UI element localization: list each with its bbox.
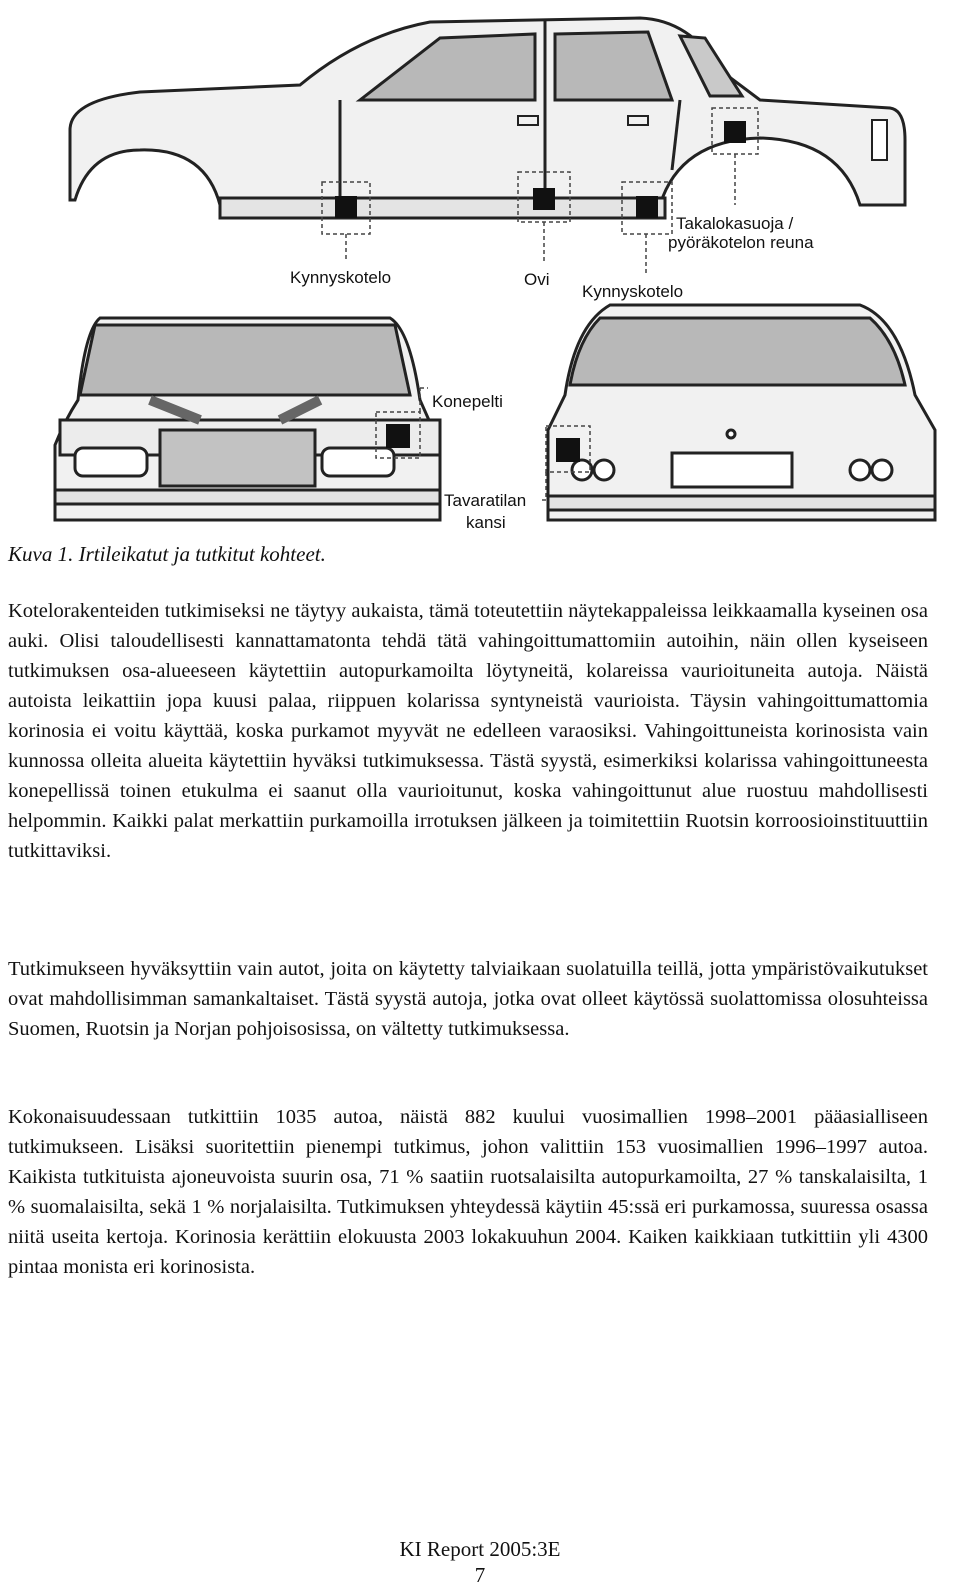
car-rear-view [548, 305, 935, 520]
label-kynnyskotelo-right: Kynnyskotelo [582, 282, 684, 301]
figure-caption: Kuva 1. Irtileikatut ja tutkitut kohteet. [8, 542, 326, 566]
label-kynnyskotelo-left: Kynnyskotelo [290, 268, 392, 287]
label-tavaratila-1: Tavaratilan [444, 491, 527, 510]
label-takalokasuoja-1: Takalokasuoja / [676, 214, 794, 233]
car-side-view [70, 18, 905, 218]
car-diagram-figure [0, 0, 960, 550]
label-takalokasuoja-2: pyöräkotelon reuna [668, 233, 814, 252]
label-konepelti: Konepelti [432, 392, 503, 411]
page-number: 7 [474, 1563, 486, 1587]
page-footer [0, 1536, 960, 1588]
marker-tavaratila [556, 438, 580, 462]
marker-konepelti [386, 424, 410, 448]
body-paragraph-1: Kotelorakenteiden tutkimiseksi ne täytyy aukaista, tämä toteutettiin näytekappaleissa leikkaamalla kyseinen osa auki. Olisi taloudellisesti kannattamatonta tehdä tätä vahingoittumattomiin autoihin, näin ollen kyseiseen tutkimuksen osa-alueeseen käytettiin autopurkamoilta löytyneitä, kolareissa vaurioituneita autoja. Näistä autoista leikattiin jopa kuusi palaa, riippuen kolarissa syntyneistä vaurioista. Täysin vahingoittumattomia korinosia ei voitu käyttää, koska purkamot myyvät ne edelleen varaosiksi. Vahingoittuneista korinosista vain kunnossa olleita alueita käytettiin hyväksi tutkimuksessa. Tästä syystä, esimerkiksi kolarissa vahingoittuneesta konepellissä toinen etukulma ei saanut olla vaurioitunut, koska vahingoittunut alue ruostuu mahdollisesti helpommin. Kaikki palat merkattiin purkamoilla irrotuksen jälkeen ja toimitettiin Ruotsin korroosioinstituuttiin tutkittaviksi. [8, 600, 928, 862]
label-ovi: Ovi [524, 270, 550, 289]
car-front-view [55, 318, 440, 520]
body-paragraph-2: Tutkimukseen hyväksyttiin vain autot, joita on käytetty talviaikaan suolatuilla teillä, jotta ympäristövaikutukset ovat mahdollisimman samankaltaiset. Tästä syystä autoja, jotka ovat olleet käytössä suolattomissa olosuhteissa Suomen, Ruotsin ja Norjan pohjoisosissa, on vältetty tutkimuksessa. [8, 958, 928, 1040]
label-tavaratila-2: kansi [466, 513, 506, 532]
body-paragraph-3: Kokonaisuudessaan tutkittiin 1035 autoa, näistä 882 kuului vuosimallien 1998–2001 pääasialliseen tutkimukseen. Lisäksi suoritettiin pienempi tutkimus, johon valittiin 153 vuosimallien 1996–1997 autoa. Kaikista tutkituista ajoneuvoista suurin osa, 71 % saatiin ruotsalaisilta autopurkamoilta, 27 % tanskalaisilta, 1 % suomalaisilta, sekä 1 % norjalaisilta. Tutkimuksen yhteydessä käytiin 45:ssä eri purkamossa, suuressa osassa niitä useita kertoja. Korinosia kerättiin elokuusta 2003 lokakuuhun 2004. Kaiken kaikkiaan tutkittiin yli 4300 pintaa monista eri korinosista. [8, 1106, 928, 1278]
report-id: KI Report 2005:3E [399, 1537, 561, 1561]
